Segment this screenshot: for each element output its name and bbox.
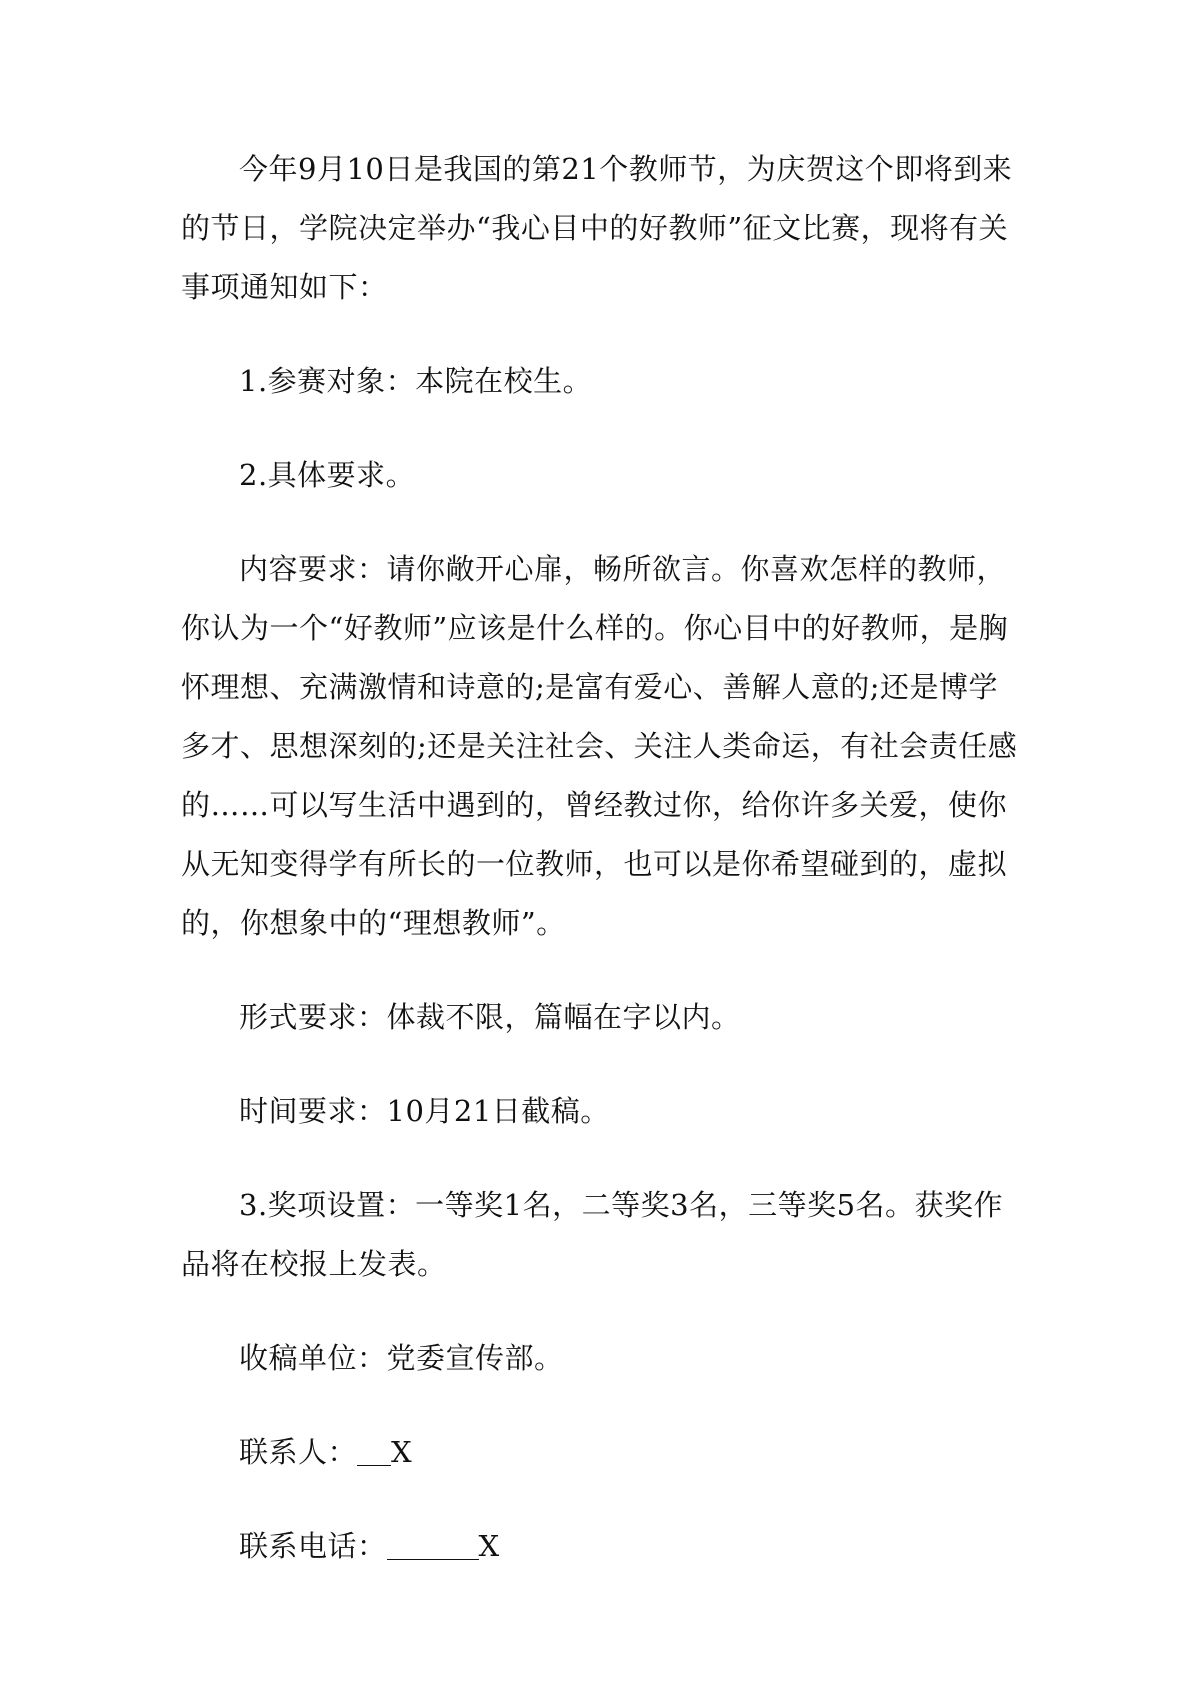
format-requirements-paragraph: 形式要求：体裁不限，篇幅在字以内。 [239,1000,741,1034]
participants-paragraph: 1.参赛对象：本院在校生。 [239,364,593,398]
submission-unit-paragraph: 收稿单位：党委宣传部。 [239,1341,564,1375]
requirements-heading: 2.具体要求。 [239,458,416,492]
document-body [181,140,1021,1576]
contact-person-value: X [391,1435,413,1469]
intro-paragraph: 今年9月10日是我国的第21个教师节，为庆贺这个即将到来的节日，学院决定举办“我心目中的好教师”征文比赛，现将有关事项通知如下： [181,152,1013,304]
contact-phone-blank [387,1529,479,1560]
contact-person-blank [357,1435,391,1466]
contact-phone-value: X [478,1529,500,1563]
awards-paragraph: 3.奖项设置：一等奖1名，二等奖3名，三等奖5名。获奖作品将在校报上发表。 [181,1188,1004,1281]
content-requirements-paragraph: 内容要求：请你敞开心扉，畅所欲言。你喜欢怎样的教师，你认为一个“好教师”应该是什么样的。你心目中的好教师，是胸怀理想、充满激情和诗意的;是富有爱心、善解人意的;还是博学多才、思想深刻的;还是关注社会、关注人类命运，有社会责任感的……可以写生活中遇到的，曾经教过你，给你许多关爱，使你从无知变得学有所长的一位教师，也可以是你希望碰到的，虚拟的，你想象中的“理想教师”。 [181,552,1018,940]
contact-phone-label: 联系电话： [239,1529,387,1563]
contact-phone-line [181,1517,1021,1576]
deadline-paragraph: 时间要求：10月21日截稿。 [239,1094,610,1128]
contact-person-line [181,1423,1021,1482]
contact-person-label: 联系人： [239,1435,358,1469]
